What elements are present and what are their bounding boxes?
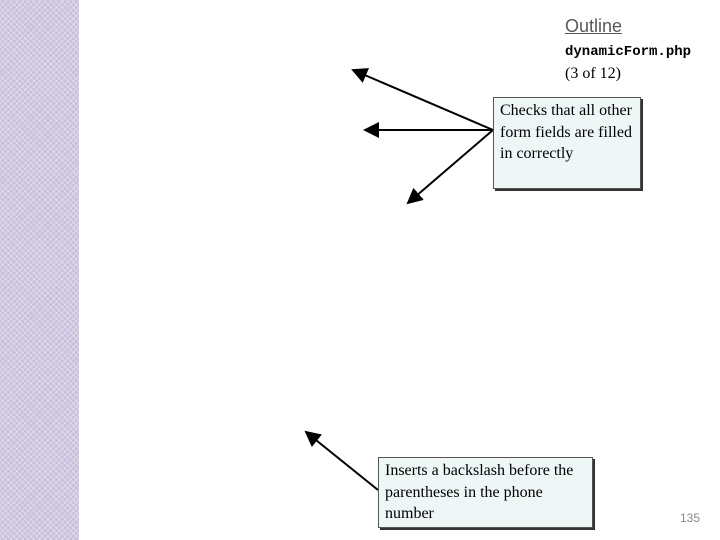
arrow-bottom bbox=[306, 432, 378, 490]
outline-link[interactable]: Outline bbox=[565, 16, 623, 36]
slide-number: 135 bbox=[680, 511, 701, 525]
page-count: (3 of 12) bbox=[565, 65, 621, 82]
code-filename: dynamicForm.php bbox=[565, 44, 692, 60]
callout-backslash: Inserts a backslash before the parentheses in the phone number bbox=[378, 457, 593, 528]
arrow-top-1 bbox=[353, 70, 493, 130]
callout-validation: Checks that all other form fields are filled in correctly bbox=[493, 97, 641, 189]
arrow-top-3 bbox=[408, 130, 493, 203]
